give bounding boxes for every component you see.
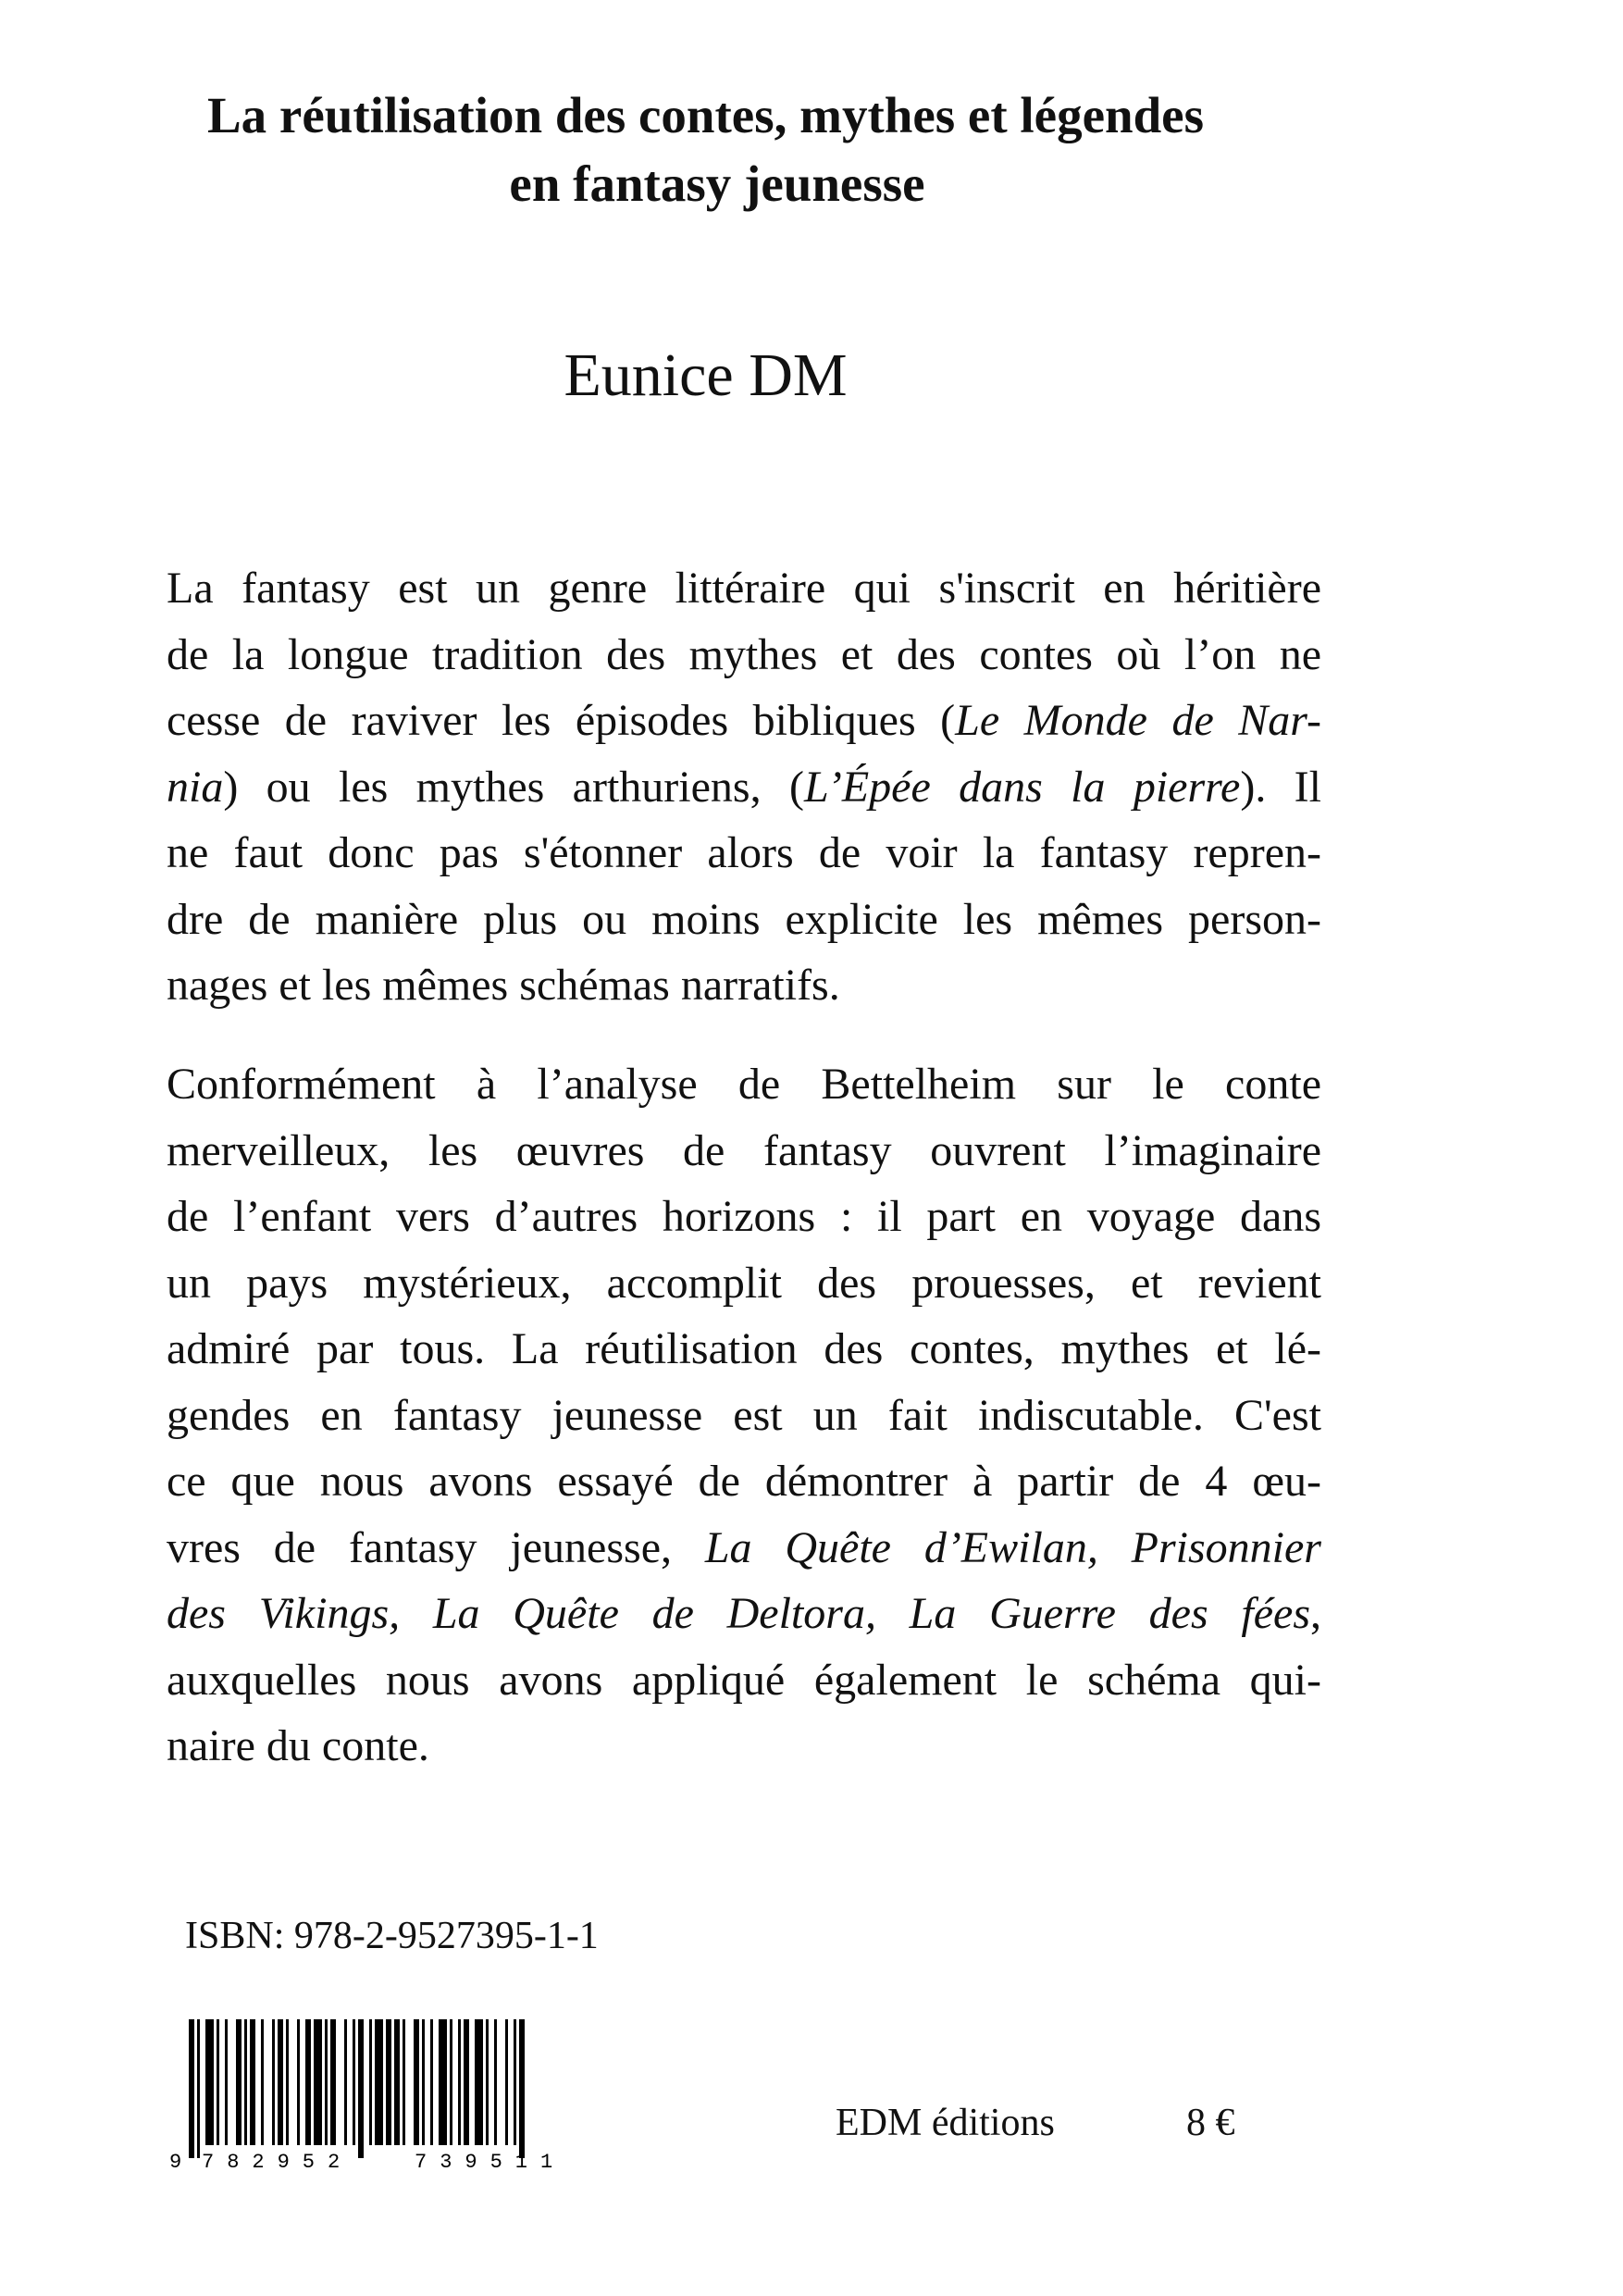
barcode-digits-right: 739511	[415, 2151, 566, 2173]
text-line	[167, 952, 1321, 1019]
text-segment: gendes en fantasy jeunesse est un fait indiscutable. C'est	[167, 1390, 1321, 1440]
italic-title-text: Le Monde de Nar-	[955, 696, 1322, 745]
text-line	[167, 1647, 1321, 1714]
barcode-bar	[189, 2019, 194, 2158]
text-segment: ne faut donc pas s'étonner alors de voir la fantasy repren-	[167, 828, 1321, 877]
barcode	[167, 2016, 637, 2173]
text-segment: ) ou les mythes arthuriens, (	[223, 762, 804, 812]
text-line	[167, 555, 1321, 622]
barcode-bar	[475, 2019, 483, 2145]
barcode-bar	[217, 2019, 219, 2145]
text-segment: un pays mystérieux, accomplit des prouesses, et revient	[167, 1258, 1321, 1308]
barcode-bar	[225, 2019, 228, 2145]
barcode-bar	[305, 2019, 311, 2145]
barcode-bar	[403, 2019, 405, 2145]
text-line	[167, 1051, 1321, 1118]
barcode-bar	[278, 2019, 283, 2145]
text-line	[167, 887, 1321, 953]
barcode-bar	[458, 2019, 461, 2145]
barcode-bar	[272, 2019, 275, 2145]
barcode-bar	[330, 2019, 336, 2145]
publisher-name: EDM éditions	[836, 2102, 1055, 2144]
barcode-bar	[205, 2019, 214, 2145]
text-line	[167, 1184, 1321, 1250]
summary-paragraph-2	[167, 1051, 1321, 1780]
barcode-bar	[197, 2019, 200, 2158]
text-segment: La fantasy est un genre littéraire qui s'inscrit en héritière	[167, 564, 1321, 613]
barcode-bar	[358, 2019, 364, 2158]
text-line	[167, 820, 1321, 887]
barcode-bar	[439, 2019, 447, 2145]
barcode-bar	[375, 2019, 383, 2145]
text-segment: ). Il	[1240, 762, 1321, 812]
barcode-bar	[297, 2019, 300, 2145]
text-segment: de l’enfant vers d’autres horizons : il part en voyage dans	[167, 1192, 1321, 1241]
text-line	[167, 1448, 1321, 1515]
barcode-bar	[353, 2019, 355, 2145]
text-line	[167, 754, 1321, 821]
barcode-bar	[494, 2019, 497, 2145]
text-segment: vres de fantasy jeunesse,	[167, 1522, 705, 1572]
text-segment: ce que nous avons essayé de démontrer à partir de 4 œu-	[167, 1457, 1321, 1506]
barcode-bars	[189, 2019, 525, 2158]
author-name: Eunice DM	[564, 341, 848, 409]
text-line	[167, 1713, 1321, 1780]
text-line	[167, 1316, 1321, 1383]
book-title	[0, 81, 1411, 218]
text-segment: nages et les mêmes schémas narratifs.	[167, 961, 840, 1010]
barcode-bar	[464, 2019, 469, 2145]
barcode-bar	[394, 2019, 400, 2145]
italic-title-text: nia	[167, 762, 224, 812]
text-line	[167, 1383, 1321, 1449]
text-segment: admiré par tous. La réutilisation des contes, mythes et lé-	[167, 1324, 1321, 1373]
text-segment: Conformément à l’analyse de Bettelheim sur le conte	[167, 1060, 1321, 1109]
text-segment: ,	[1310, 1589, 1321, 1638]
barcode-digits-left: 782952	[202, 2151, 353, 2173]
barcode-bar	[430, 2019, 433, 2145]
barcode-bar	[261, 2019, 264, 2145]
italic-title-text: La Quête d’Ewilan, Prisonnier	[704, 1522, 1321, 1572]
price-label: 8 €	[1186, 2102, 1235, 2144]
text-line	[167, 1118, 1321, 1185]
barcode-bar	[236, 2019, 242, 2145]
barcode-bar	[422, 2019, 425, 2145]
isbn-label: ISBN: 978-2-9527395-1-1	[185, 1915, 599, 1957]
barcode-bar	[244, 2019, 247, 2145]
barcode-bar	[386, 2019, 391, 2145]
barcode-bar	[314, 2019, 322, 2145]
text-segment: auxquelles nous avons appliqué également le schéma qui-	[167, 1655, 1321, 1705]
summary-paragraph-1	[167, 555, 1321, 1019]
text-line	[167, 1250, 1321, 1317]
barcode-bar	[250, 2019, 255, 2145]
italic-title-text: L’Épée dans la pierre	[803, 762, 1241, 812]
barcode-bar	[286, 2019, 289, 2145]
barcode-digit-lead: 9	[169, 2151, 182, 2173]
text-line	[167, 688, 1321, 754]
text-segment: naire du conte.	[167, 1721, 429, 1770]
text-segment: dre de manière plus ou moins explicite les mêmes person-	[167, 894, 1321, 944]
text-line	[167, 1581, 1321, 1647]
text-segment: merveilleux, les œuvres de fantasy ouvrent l’imaginaire	[167, 1125, 1321, 1175]
text-line	[167, 622, 1321, 689]
text-line	[167, 1515, 1321, 1582]
barcode-bar	[325, 2019, 328, 2145]
barcode-bar	[486, 2019, 489, 2145]
barcode-bar	[514, 2019, 516, 2145]
italic-title-text: des Vikings, La Quête de Deltora, La Guerre des fées	[167, 1589, 1310, 1638]
barcode-bar	[369, 2019, 372, 2145]
book-title-line-2: en fantasy jeunesse	[509, 155, 925, 212]
barcode-bar	[344, 2019, 347, 2145]
barcode-bar	[519, 2019, 525, 2158]
barcode-bar	[450, 2019, 452, 2145]
book-title-line-1: La réutilisation des contes, mythes et légendes	[207, 87, 1204, 143]
barcode-bar	[414, 2019, 419, 2145]
text-segment: cesse de raviver les épisodes bibliques (	[167, 696, 956, 745]
text-segment: de la longue tradition des mythes et des contes où l’on ne	[167, 629, 1321, 679]
barcode-bar	[505, 2019, 508, 2145]
